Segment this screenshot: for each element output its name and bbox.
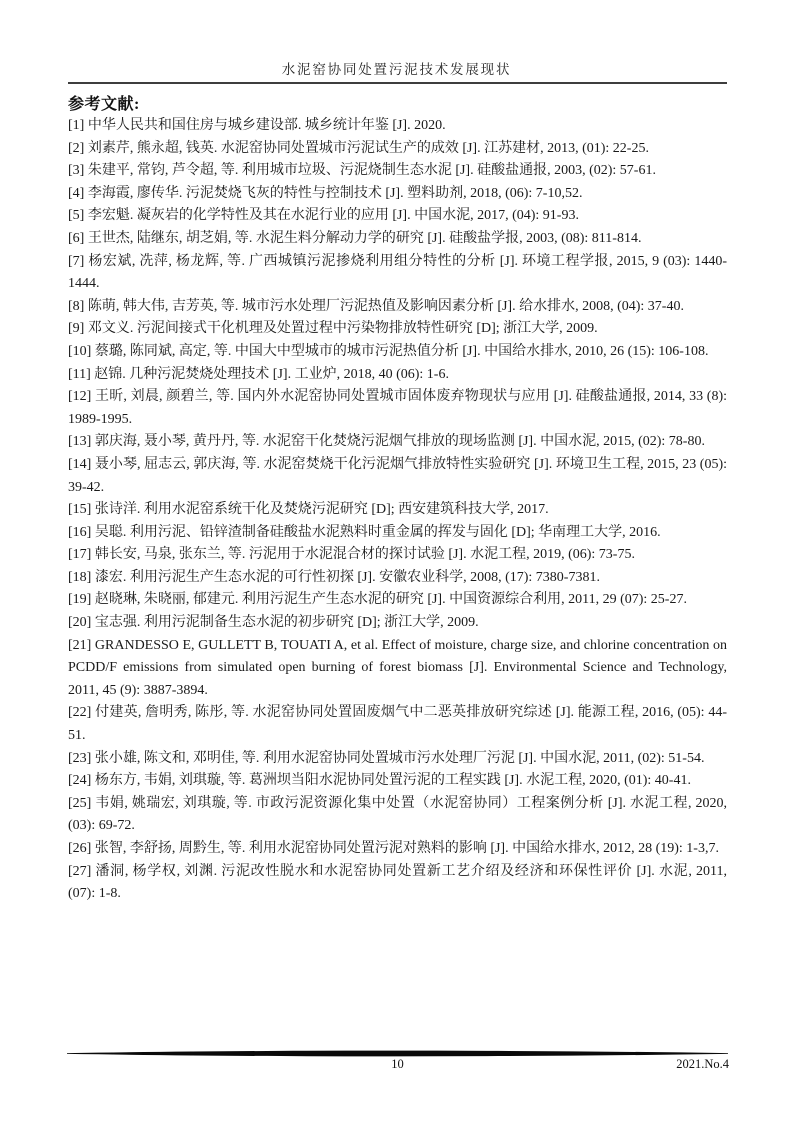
running-header-title: 水泥窑协同处置污泥技术发展现状 xyxy=(281,62,512,77)
header-rule xyxy=(68,82,727,84)
reference-item: [10] 蔡璐, 陈同斌, 高定, 等. 中国大中型城市的城市污泥热值分析 [J]. 中国给水排水, 2010, 26 (15): 106-108. xyxy=(68,343,709,359)
reference-item: [26] 张智, 李舒扬, 周黔生, 等. 利用水泥窑协同处置污泥对熟料的影响 [J]. 中国给水排水, 2012, 28 (19): 1-3,7. xyxy=(68,841,719,856)
reference-item: [22] 付建英, 詹明秀, 陈彤, 等. 水泥窑协同处置固废烟气中二恶英排放研究综述 [J]. 能源工程, 2016, (05): 44-51. xyxy=(68,705,727,744)
reference-item: [18] 漆宏. 利用污泥生产生态水泥的可行性初探 [J]. 安徽农业科学, 2008, (17): 7380-7381. xyxy=(68,569,600,585)
reference-item: [17] 韩长安, 马泉, 张东兰, 等. 污泥用于水泥混合材的探讨试验 [J]. 水泥工程, 2019, (06): 73-75. xyxy=(68,547,635,563)
reference-item: [23] 张小雄, 陈文和, 邓明佳, 等. 利用水泥窑协同处置城市污水处理厂污泥 [J]. 中国水泥, 2011, (02): 51-54. xyxy=(68,750,705,766)
reference-item: [14] 聂小琴, 屈志云, 郭庆海, 等. 水泥窑焚烧干化污泥烟气排放特性实验研究 [J]. 环境卫生工程, 2015, 23 (05): 39-42. xyxy=(68,456,727,495)
reference-item: [13] 郭庆海, 聂小琴, 黄丹丹, 等. 水泥窑干化焚烧污泥烟气排放的现场监测 [J]. 中国水泥, 2015, (02): 78-80. xyxy=(68,434,705,450)
footer-rule xyxy=(67,1050,728,1057)
reference-item: [4] 李海霞, 廖传华. 污泥焚烧飞灰的特性与控制技术 [J]. 塑料助剂, 2018, (06): 7-10,52. xyxy=(68,185,583,201)
reference-item: [5] 李宏魁. 凝灰岩的化学特性及其在水泥行业的应用 [J]. 中国水泥, 2017, (04): 91-93. xyxy=(68,208,579,224)
references-heading: 参考文献: xyxy=(68,96,140,113)
reference-item: [20] 宝志强. 利用污泥制备生态水泥的初步研究 [D]; 浙江大学, 2009. xyxy=(68,615,479,631)
reference-item: [11] 赵锦. 几种污泥焚烧处理技术 [J]. 工业炉, 2018, 40 (06): 1-6. xyxy=(68,366,449,382)
footer-issue-label: 2021.No.4 xyxy=(676,1057,729,1071)
reference-item: [6] 王世杰, 陆继东, 胡芝娟, 等. 水泥生料分解动力学的研究 [J]. 硅酸盐学报, 2003, (08): 811-814. xyxy=(68,230,642,246)
reference-item: [15] 张诗洋. 利用水泥窑系统干化及焚烧污泥研究 [D]; 西安建筑科技大学, 2017. xyxy=(68,502,549,518)
reference-item: [16] 吴聪. 利用污泥、铅锌渣制备硅酸盐水泥熟料时重金属的挥发与固化 [D]; 华南理工大学, 2016. xyxy=(68,524,661,540)
reference-list xyxy=(68,115,727,906)
reference-item: [7] 杨宏斌, 冼萍, 杨龙辉, 等. 广西城镇污泥掺烧利用组分特性的分析 [J]. 环境工程学报, 2015, 9 (03): 1440-1444. xyxy=(68,253,727,292)
reference-item: [1] 中华人民共和国住房与城乡建设部. 城乡统计年鉴 [J]. 2020. xyxy=(68,118,446,133)
reference-item: [2] 刘素芹, 熊永超, 钱英. 水泥窑协同处置城市污泥试生产的成效 [J]. 江苏建材, 2013, (01): 22-25. xyxy=(68,140,649,156)
reference-item: [12] 王昕, 刘晨, 颜碧兰, 等. 国内外水泥窑协同处置城市固体废弃物现状与应用 [J]. 硅酸盐通报, 2014, 33 (8): 1989-1995. xyxy=(68,389,727,427)
reference-item: [8] 陈萌, 韩大伟, 吉芳英, 等. 城市污水处理厂污泥热值及影响因素分析 [J]. 给水排水, 2008, (04): 37-40. xyxy=(68,298,684,314)
reference-item: [21] GRANDESSO E, GULLETT B, TOUATI A, et al. Effect of moisture, charge size, and chlorine concentration on PCDD/F emissions from simulated open burning of forest biomass [J]. Environmental Science and Technology, 2011, 45 (9): 3887-3894. xyxy=(68,637,727,698)
reference-item: [9] 邓文义. 污泥间接式干化机理及处置过程中污染物排放特性研究 [D]; 浙江大学, 2009. xyxy=(68,321,598,337)
reference-item: [19] 赵晓琳, 朱晓丽, 郁建元. 利用污泥生产生态水泥的研究 [J]. 中国资源综合利用, 2011, 29 (07): 25-27. xyxy=(68,592,687,608)
reference-item: [27] 潘洞, 杨学权, 刘渊. 污泥改性脱水和水泥窑协同处置新工艺介绍及经济和环保性评价 [J]. 水泥, 2011, (07): 1-8. xyxy=(68,863,727,902)
reference-item: [25] 韦娟, 姚瑞宏, 刘琪璇, 等. 市政污泥资源化集中处置（水泥窑协同）工程案例分析 [J]. 水泥工程, 2020, (03): 69-72. xyxy=(68,795,727,834)
reference-item: [3] 朱建平, 常钧, 芦令超, 等. 利用城市垃圾、污泥烧制生态水泥 [J]. 硅酸盐通报, 2003, (02): 57-61. xyxy=(68,163,656,179)
reference-item: [24] 杨东方, 韦娟, 刘琪璇, 等. 葛洲坝当阳水泥协同处置污泥的工程实践 [J]. 水泥工程, 2020, (01): 40-41. xyxy=(68,773,691,789)
footer-page-number: 10 xyxy=(391,1057,404,1071)
